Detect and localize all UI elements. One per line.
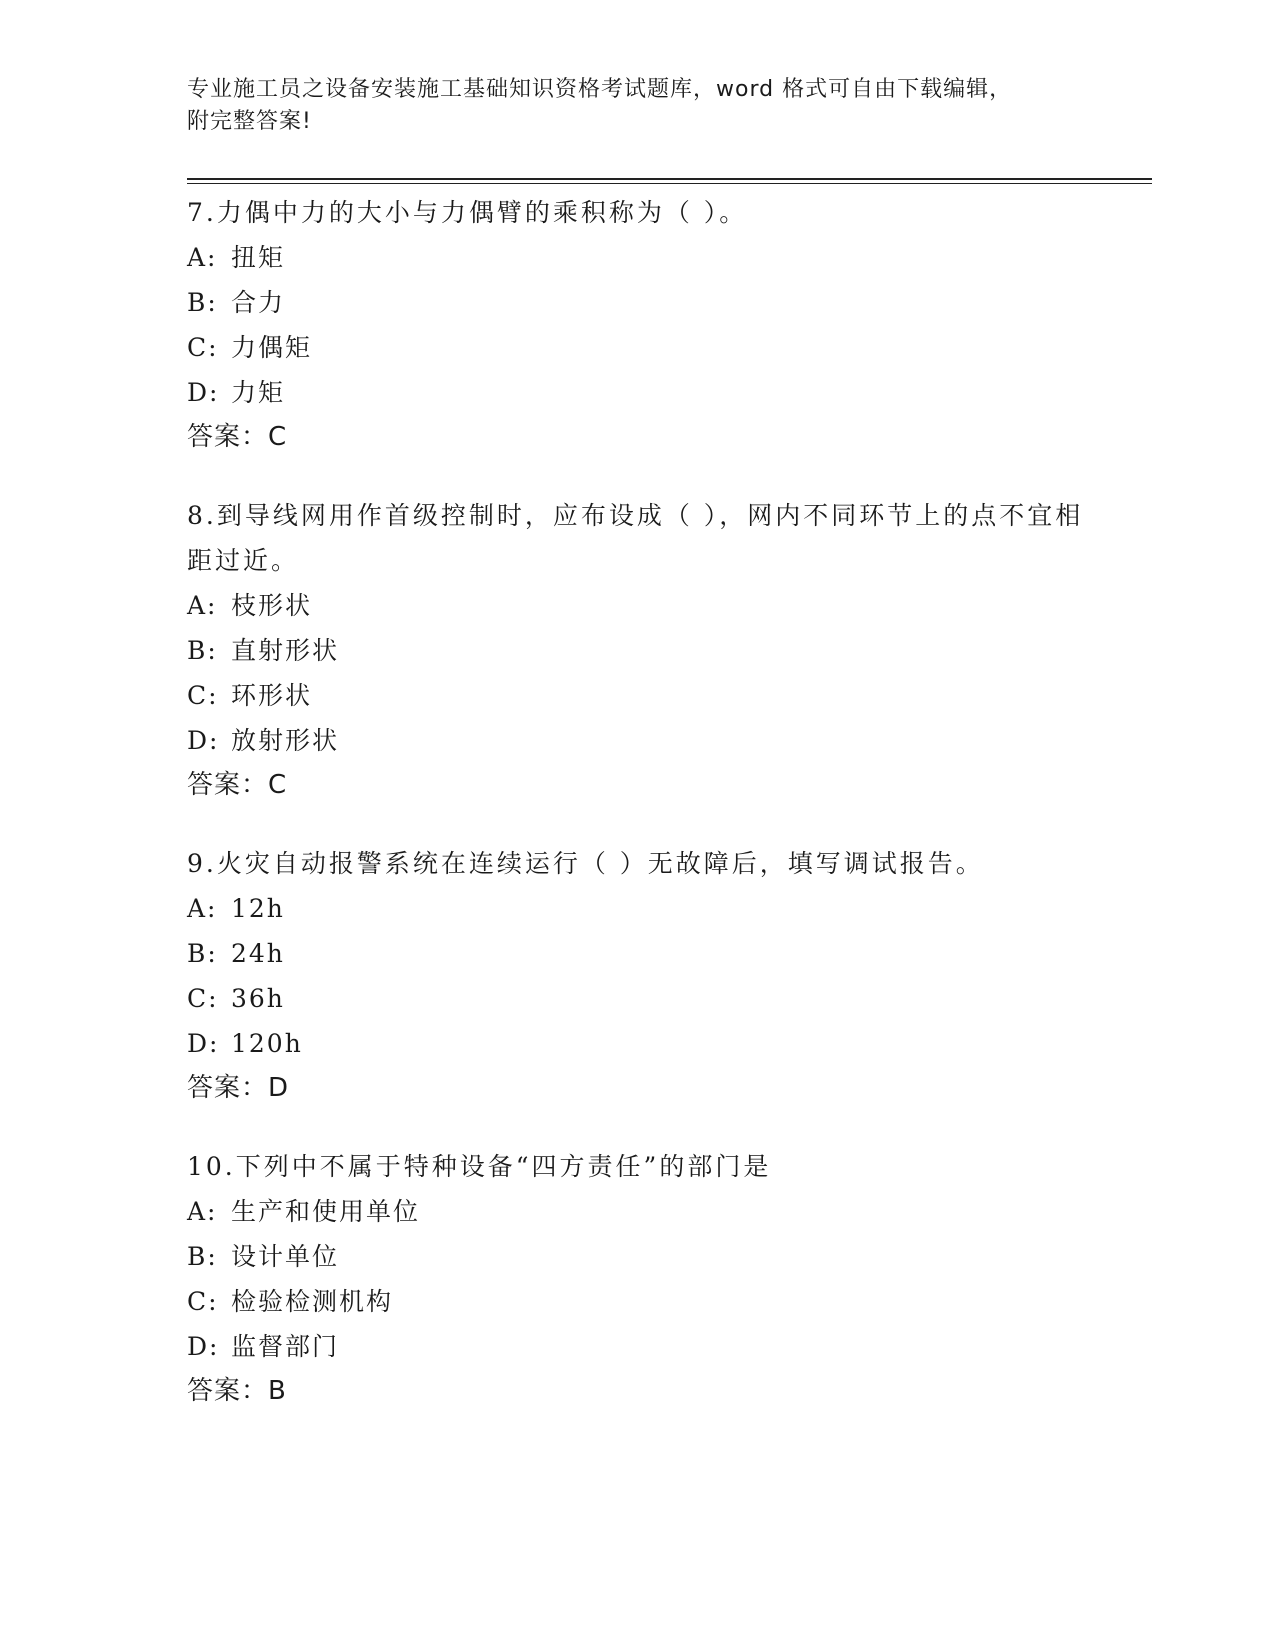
option-b	[187, 931, 1152, 976]
option-text: 生产和使用单位	[231, 1197, 421, 1226]
option-text: 监督部门	[231, 1332, 340, 1361]
header-divider	[187, 178, 1152, 180]
option-letter: A:	[187, 591, 218, 620]
question-7	[187, 190, 1152, 460]
option-c	[187, 976, 1152, 1021]
header-divider-thin	[187, 183, 1152, 184]
option-letter: D:	[187, 1029, 220, 1058]
option-letter: B:	[187, 288, 218, 317]
option-b	[187, 628, 1152, 673]
option-text: 120h	[231, 1029, 303, 1058]
answer: 答案：B	[187, 1376, 287, 1406]
option-text: 力偶矩	[231, 333, 313, 362]
option-c	[187, 1279, 1152, 1324]
option-a	[187, 235, 1152, 280]
option-a	[187, 1189, 1152, 1234]
option-letter: C:	[187, 984, 219, 1013]
option-letter: B:	[187, 636, 218, 665]
option-letter: D:	[187, 726, 220, 755]
question-text: 7.力偶中力的大小与力偶臂的乘积称为（ ）。	[187, 198, 748, 227]
option-text: 36h	[231, 984, 285, 1013]
option-text: 枝形状	[231, 591, 313, 620]
option-text: 合力	[231, 288, 286, 317]
option-text: 检验检测机构	[231, 1287, 394, 1316]
option-letter: B:	[187, 939, 218, 968]
option-text: 24h	[231, 939, 285, 968]
option-text: 力矩	[231, 378, 286, 407]
option-d	[187, 718, 1152, 763]
option-letter: A:	[187, 894, 218, 923]
option-text: 环形状	[231, 681, 313, 710]
option-letter: B:	[187, 1242, 218, 1271]
option-text: 12h	[231, 894, 285, 923]
option-text: 扭矩	[231, 243, 286, 272]
option-d	[187, 1324, 1152, 1369]
option-b	[187, 1234, 1152, 1279]
option-a	[187, 886, 1152, 931]
option-letter: C:	[187, 681, 219, 710]
option-letter: A:	[187, 243, 218, 272]
answer: 答案：C	[187, 422, 288, 452]
question-8	[187, 493, 1152, 808]
question-text: 8.到导线网用作首级控制时，应布设成（ ），网内不同环节上的点不宜相距过近。	[187, 501, 1084, 575]
question-10	[187, 1144, 1152, 1414]
option-d	[187, 370, 1152, 415]
option-a	[187, 583, 1152, 628]
header-line-2: 附完整答案!	[187, 109, 312, 134]
option-text: 设计单位	[231, 1242, 340, 1271]
document-header	[187, 74, 1087, 138]
option-c	[187, 325, 1152, 370]
answer: 答案：D	[187, 1073, 290, 1103]
option-text: 直射形状	[231, 636, 340, 665]
option-text: 放射形状	[231, 726, 340, 755]
question-9	[187, 841, 1152, 1111]
question-text: 10.下列中不属于特种设备“四方责任”的部门是	[187, 1152, 772, 1181]
option-c	[187, 673, 1152, 718]
option-letter: D:	[187, 1332, 220, 1361]
question-text: 9.火灾自动报警系统在连续运行（ ）无故障后，填写调试报告。	[187, 849, 984, 878]
question-list	[187, 190, 1152, 1447]
header-line-1: 专业施工员之设备安装施工基础知识资格考试题库，word 格式可自由下载编辑，	[187, 77, 1013, 102]
option-letter: A:	[187, 1197, 218, 1226]
option-d	[187, 1021, 1152, 1066]
option-letter: C:	[187, 333, 219, 362]
option-letter: C:	[187, 1287, 219, 1316]
answer: 答案：C	[187, 770, 288, 800]
option-letter: D:	[187, 378, 220, 407]
option-b	[187, 280, 1152, 325]
